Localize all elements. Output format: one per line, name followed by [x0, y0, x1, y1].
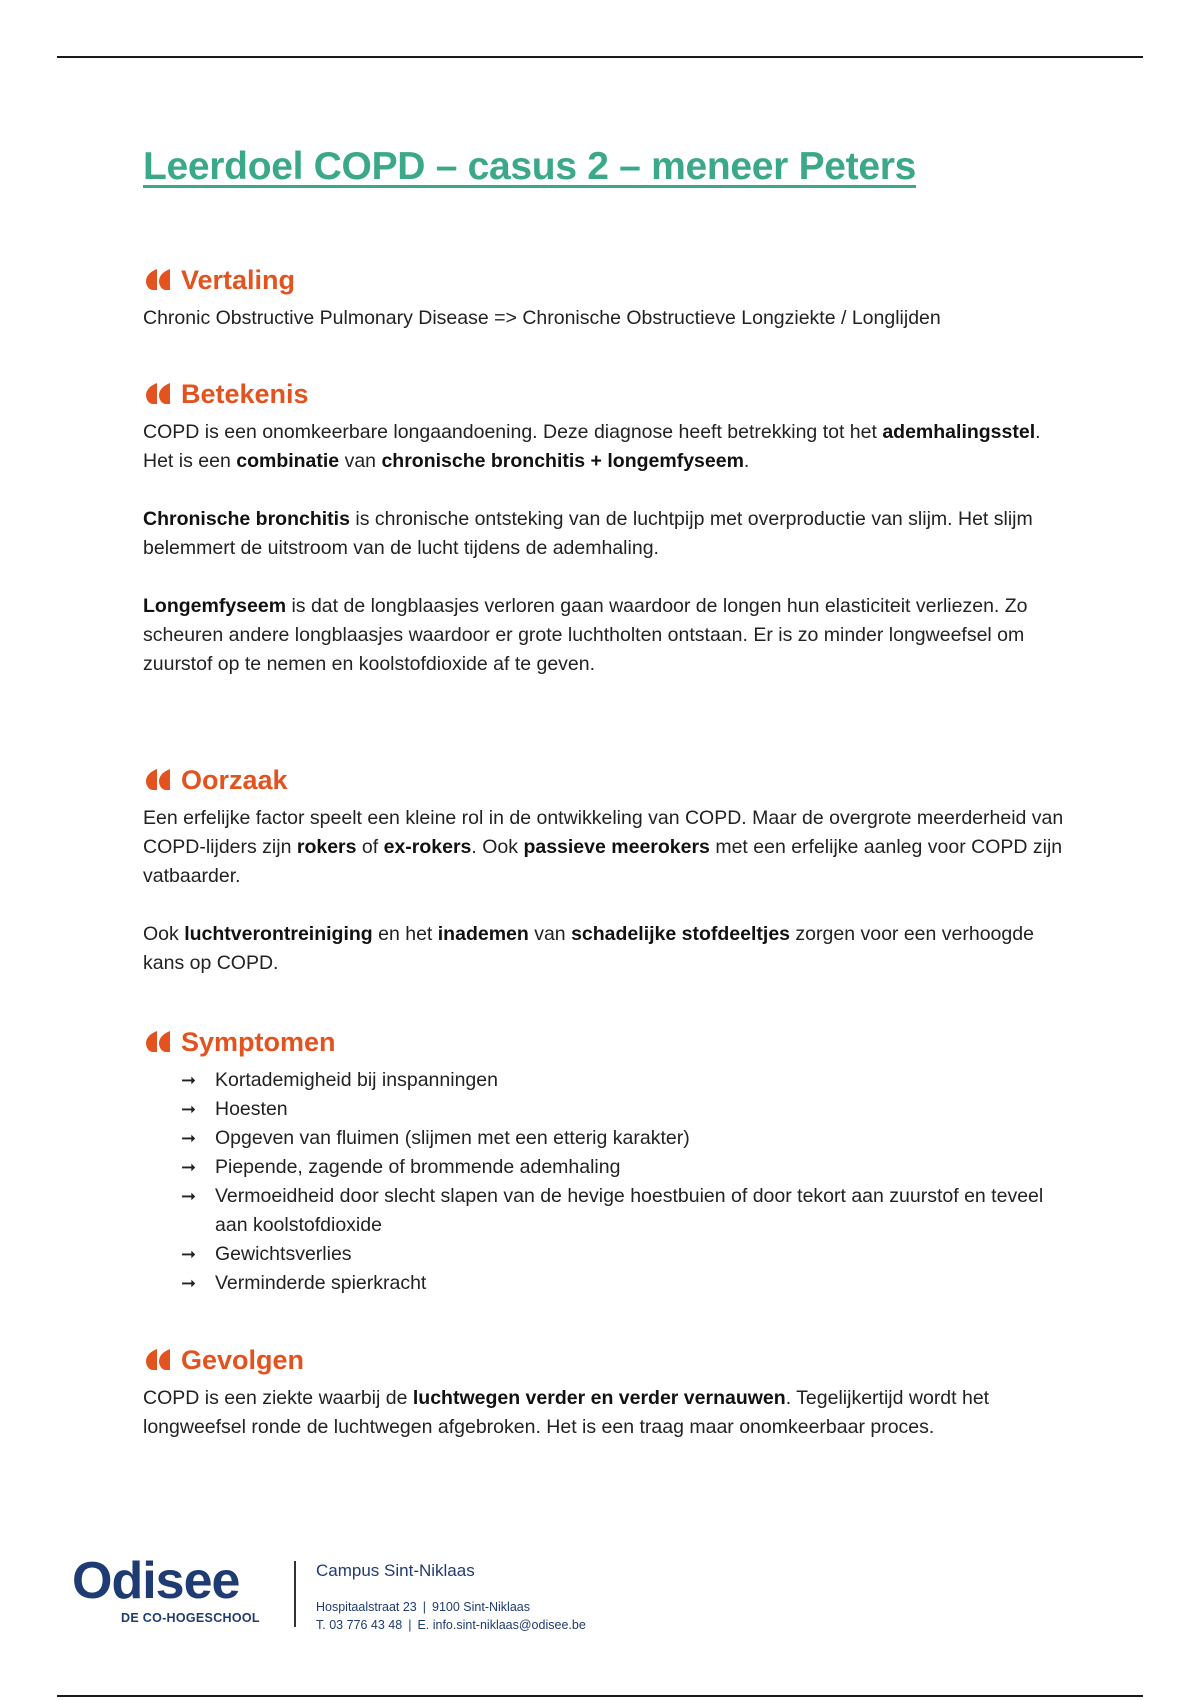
quote-icon — [143, 767, 173, 793]
quote-icon — [143, 267, 173, 293]
section-vertaling — [143, 263, 941, 333]
logo-subtitle: DE CO-HOGESCHOOL — [121, 1611, 260, 1625]
odisee-logo — [72, 1552, 272, 1625]
campus-name: Campus Sint-Niklaas — [316, 1561, 475, 1580]
section-gevolgen — [143, 1343, 1073, 1442]
betekenis-paragraph-2: Chronische bronchitis is chronische ontsteking van de luchtpijp met overproductie van slijm. Het slijm belemmert de uitstroom van de lucht tijdens de ademhaling. — [143, 508, 1033, 559]
list-item: ➞ Kortademigheid bij inspanningen — [181, 1066, 1073, 1095]
list-item: ➞ Verminderde spierkracht — [181, 1269, 1073, 1298]
section-heading — [143, 263, 941, 297]
list-item: ➞ Piepende, zagende of brommende ademhaling — [181, 1153, 1073, 1182]
arrow-icon: ➞ — [181, 1273, 197, 1293]
document-body — [143, 145, 1073, 1438]
section-heading — [143, 1343, 1073, 1377]
bottom-rule — [57, 1695, 1143, 1697]
quote-icon — [143, 381, 173, 407]
oorzaak-paragraph-2: Ook luchtverontreiniging en het inademen van schadelijke stofdeeltjes zorgen voor een verhoogde kans op COPD. — [143, 923, 1034, 974]
footer — [72, 1552, 772, 1635]
section-symptomen — [143, 1025, 1073, 1298]
vertaling-text: Chronic Obstructive Pulmonary Disease => Chronische Obstructieve Longziekte / Longlijden — [143, 307, 941, 329]
list-item: ➞ Hoesten — [181, 1095, 1073, 1124]
heading-label: Gevolgen — [181, 1345, 305, 1375]
logo-wordmark: Odisee — [72, 1552, 240, 1610]
betekenis-paragraph-3: Longemfyseem is dat de longblaasjes verloren gaan waardoor de longen hun elasticiteit verliezen. Zo scheuren andere longblaasjes waardoor er grote luchtholten ontstaan. Er is zo minder longweefsel om zuurstof op te nemen en koolstofdioxide af te geven. — [143, 595, 1028, 675]
section-heading — [143, 1025, 1073, 1059]
heading-label: Vertaling — [181, 265, 296, 295]
arrow-icon: ➞ — [181, 1157, 197, 1177]
symptom-list — [143, 1066, 1073, 1298]
heading-label: Betekenis — [181, 379, 309, 409]
arrow-icon: ➞ — [181, 1128, 197, 1148]
arrow-icon: ➞ — [181, 1186, 197, 1206]
footer-divider — [294, 1561, 296, 1627]
arrow-icon: ➞ — [181, 1244, 197, 1264]
quote-icon — [143, 1029, 173, 1055]
section-heading — [143, 377, 1073, 411]
oorzaak-paragraph-1: Een erfelijke factor speelt een kleine rol in de ontwikkeling van COPD. Maar de overgrote meerderheid van COPD-lijders zijn rokers of ex-rokers. Ook passieve meerokers met een erfelijke aanleg voor COPD zijn vatbaarder. — [143, 807, 1064, 887]
top-rule — [57, 56, 1143, 58]
heading-label: Symptomen — [181, 1027, 336, 1057]
heading-label: Oorzaak — [181, 765, 288, 795]
list-item: ➞ Vermoeidheid door slecht slapen van de hevige hoestbuien of door tekort aan zuurstof en teveel aan koolstofdioxide — [181, 1182, 1073, 1240]
list-item: ➞ Gewichtsverlies — [181, 1240, 1073, 1269]
page-title: Leerdoel COPD – casus 2 – meneer Peters — [143, 145, 917, 188]
section-heading — [143, 763, 1073, 797]
quote-icon — [143, 1347, 173, 1373]
arrow-icon: ➞ — [181, 1070, 197, 1090]
section-oorzaak — [143, 763, 1073, 978]
gevolgen-paragraph: COPD is een ziekte waarbij de luchtwegen verder en verder vernauwen. Tegelijkertijd wordt het longweefsel ronde de luchtwegen afgebroken. Het is een traag maar onomkeerbaar proces. — [143, 1387, 990, 1438]
arrow-icon: ➞ — [181, 1099, 197, 1119]
section-betekenis — [143, 377, 1073, 679]
betekenis-paragraph-1: COPD is een onomkeerbare longaandoening. Deze diagnose heeft betrekking tot het ademhalingsstel. Het is een combinatie van chronische bronchitis + longemfyseem. — [143, 421, 1041, 472]
list-item: ➞ Opgeven van fluimen (slijmen met een etterig karakter) — [181, 1124, 1073, 1153]
campus-address: Hospitaalstraat 23 | 9100 Sint-Niklaas T. 03 776 43 48 | E. info.sint-niklaas@odisee.be — [316, 1600, 586, 1632]
